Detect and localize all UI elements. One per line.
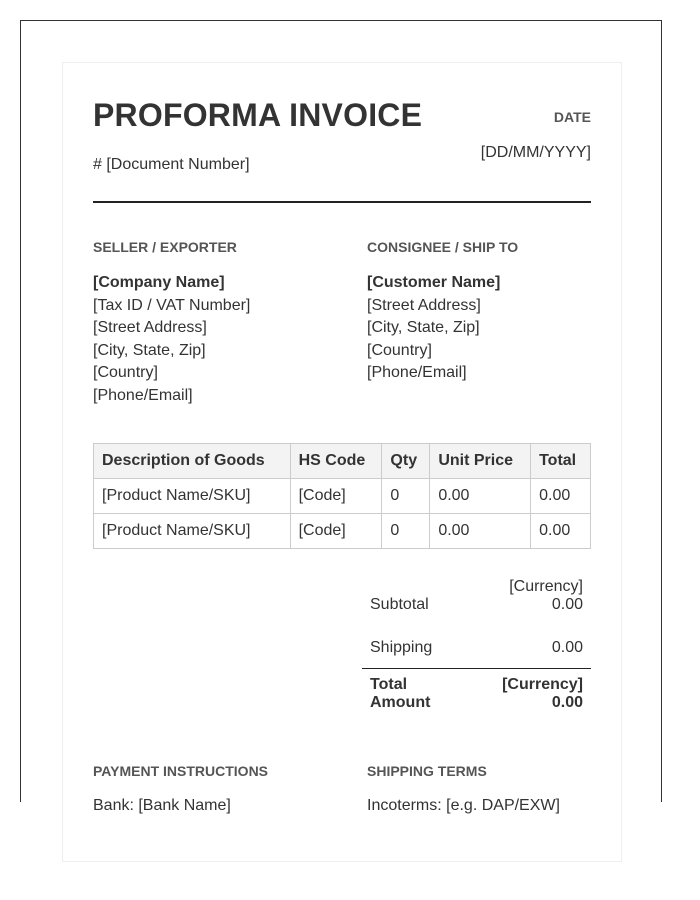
table-row — [94, 479, 591, 514]
consignee-street: [Street Address] — [367, 296, 481, 314]
cell-qty: 0 — [382, 514, 430, 549]
cell-unit-price: 0.00 — [430, 514, 531, 549]
shipping-amount: 0.00 — [551, 639, 583, 656]
total-amount-value — [502, 676, 583, 712]
consignee-label: CONSIGNEE / SHIP TO — [367, 239, 519, 255]
seller-street: [Street Address] — [93, 319, 207, 336]
seller-company-name: [Company Name] — [93, 274, 225, 291]
header-total: Total — [531, 444, 591, 479]
total-amount: 0.00 — [551, 694, 583, 711]
consignee-contact: [Phone/Email] — [367, 364, 467, 381]
total-currency: [Currency] — [502, 676, 583, 693]
date-value: [DD/MM/YYYY] — [480, 144, 591, 161]
invoice-header — [93, 97, 591, 203]
total-amount-label — [370, 676, 430, 712]
document-viewport[interactable] — [20, 20, 662, 814]
shipping-terms-label: SHIPPING TERMS — [367, 763, 487, 779]
consignee-details — [367, 272, 500, 385]
subtotal-row — [362, 575, 591, 637]
cell-hs-code: [Code] — [290, 514, 382, 549]
subtotal-value — [509, 578, 583, 614]
payment-instructions-label: PAYMENT INSTRUCTIONS — [93, 763, 269, 779]
seller-country: [Country] — [93, 364, 158, 381]
document-number: # [Document Number] — [93, 156, 250, 173]
shipping-row — [362, 637, 591, 668]
consignee-country: [Country] — [367, 341, 432, 359]
consignee-customer-name: [Customer Name] — [367, 274, 501, 291]
table-row — [94, 514, 591, 549]
shipping-label: Shipping — [370, 639, 433, 656]
cell-qty: 0 — [382, 479, 430, 514]
total-label-line1: Total — [370, 676, 408, 693]
payment-bank-line: Bank: [Bank Name] — [93, 797, 231, 814]
seller-label: SELLER / EXPORTER — [93, 239, 237, 255]
header-unit-price: Unit Price — [430, 444, 531, 479]
seller-contact: [Phone/Email] — [93, 386, 193, 404]
totals-block — [362, 575, 591, 718]
subtotal-amount: 0.00 — [551, 596, 583, 613]
date-label: DATE — [553, 109, 591, 125]
header-qty: Qty — [382, 444, 430, 479]
seller-city: [City, State, Zip] — [93, 341, 206, 359]
cell-total: 0.00 — [531, 479, 591, 514]
invoice-title: PROFORMA INVOICE — [93, 97, 423, 133]
total-label-line2: Amount — [370, 694, 431, 711]
subtotal-currency: [Currency] — [509, 578, 583, 595]
header-hs-code: HS Code — [290, 444, 382, 479]
header-description: Description of Goods — [94, 444, 291, 479]
goods-table — [93, 443, 591, 549]
subtotal-label: Subtotal — [370, 596, 429, 613]
cell-hs-code: [Code] — [290, 479, 382, 514]
table-header-row — [94, 444, 591, 479]
cell-description: [Product Name/SKU] — [94, 514, 291, 549]
shipping-incoterms-line: Incoterms: [e.g. DAP/EXW] — [367, 797, 560, 814]
seller-details — [93, 272, 250, 407]
cell-description: [Product Name/SKU] — [94, 479, 291, 514]
total-amount-row — [362, 668, 591, 718]
consignee-city: [City, State, Zip] — [367, 319, 480, 336]
cell-total: 0.00 — [531, 514, 591, 549]
cell-unit-price: 0.00 — [430, 479, 531, 514]
seller-tax-id: [Tax ID / VAT Number] — [93, 296, 251, 314]
invoice-sheet — [62, 62, 622, 862]
